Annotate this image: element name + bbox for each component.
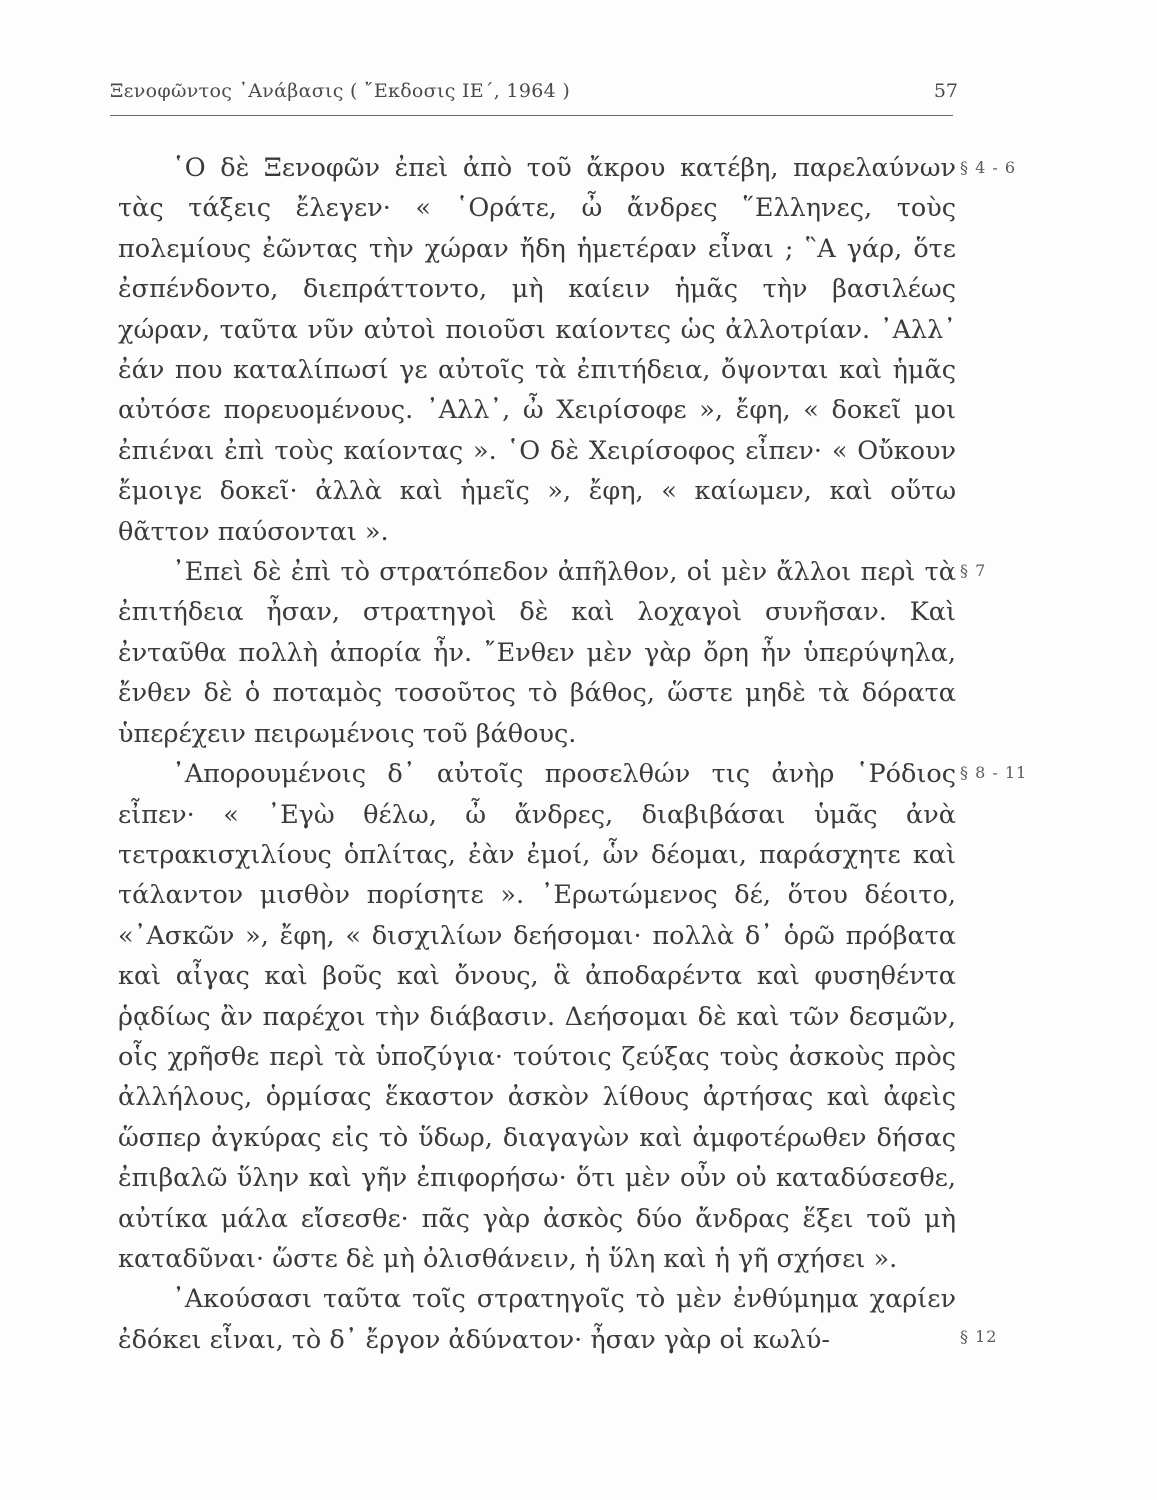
paragraph-4: ᾿Ακούσασι ταῦτα τοῖς στρατηγοῖς τὸ μὲν ἐνθύμημα χαρίεν ἐδόκει εἶναι, τὸ δ᾿ ἔργον ἀδύνατον· ἦσαν γὰρ οἱ κωλύ- xyxy=(118,1284,956,1355)
paragraph-2: ᾿Επεὶ δὲ ἐπὶ τὸ στρατόπεδον ἀπῆλθον, οἱ μὲν ἄλλοι περὶ τὰ ἐπιτήδεια ἦσαν, στρατηγοὶ δὲ καὶ λοχαγοὶ συνῆσαν. Καὶ ἐνταῦθα πολλὴ ἀπορία ἦν. ῎Ενθεν μὲν γὰρ ὄρη ἦν ὑπερύψηλα, ἔνθεν δὲ ὁ ποταμὸς τοσοῦτος τὸ βάθος, ὥστε μηδὲ τὰ δόρατα ὑπερέχειν πειρωμένοις τοῦ βάθους. xyxy=(118,557,956,749)
page-number: 57 xyxy=(933,80,958,102)
margin-note-section-12: § 12 xyxy=(960,1327,998,1346)
margin-note-section-8-11: § 8 - 11 xyxy=(960,763,1028,782)
margin-note-section-4-6: § 4 - 6 xyxy=(960,158,1017,177)
header-rule xyxy=(110,115,953,116)
main-text xyxy=(118,148,956,1360)
running-title: Ξενοφῶντος ᾿Ανάβασις ( ῎Εκδοσις ΙΕ΄, 1964 ) xyxy=(110,80,571,102)
running-header xyxy=(110,80,958,110)
margin-note-section-7: § 7 xyxy=(960,561,987,580)
paragraph-1: ῾Ο δὲ Ξενοφῶν ἐπεὶ ἀπὸ τοῦ ἄκρου κατέβη, παρελαύνων τὰς τάξεις ἔλεγεν· « ῾Οράτε, ὦ ἄνδρες ῞Ελληνες, τοὺς πολεμίους ἐῶντας τὴν χώραν ἤδη ἡμετέραν εἶναι ; ῝Α γάρ, ὅτε ἐσπένδοντο, διεπράττοντο, μὴ καίειν ἡμᾶς τὴν βασιλέως χώραν, ταῦτα νῦν αὐτοὶ ποιοῦσι καίοντες ὡς ἀλλοτρίαν. ᾿Αλλ᾿ ἐάν που καταλίπωσί γε αὐτοῖς τὰ ἐπιτήδεια, ὄψονται καὶ ἡμᾶς αὐτόσε πορευομένους. ᾿Αλλ᾿, ὦ Χειρίσοφε », ἔφη, « δοκεῖ μοι ἐπιέναι ἐπὶ τοὺς καίοντας ». ῾Ο δὲ Χειρίσοφος εἶπεν· « Οὔκουν ἔμοιγε δοκεῖ· ἀλλὰ καὶ ἡμεῖς », ἔφη, « καίωμεν, καὶ οὕτω θᾶττον παύσονται ». xyxy=(118,153,956,547)
paragraph-3: ᾿Απορουμένοις δ᾿ αὐτοῖς προσελθών τις ἀνὴρ ῾Ρόδιος εἶπεν· « ᾿Εγὼ θέλω, ὦ ἄνδρες, διαβιβάσαι ὑμᾶς ἀνὰ τετρακισχιλίους ὁπλίτας, ἐὰν ἐμοί, ὧν δέομαι, παράσχητε καὶ τάλαντον μισθὸν πορίσητε ». ᾿Ερωτώμενος δέ, ὅτου δέοιτο, «᾿Ασκῶν », ἔφη, « δισχιλίων δεήσομαι· πολλὰ δ᾿ ὁρῶ πρόβατα καὶ αἶγας καὶ βοῦς καὶ ὄνους, ἃ ἀποδαρέντα καὶ φυσηθέντα ῥᾳδίως ἂν παρέχοι τὴν διάβασιν. Δεήσομαι δὲ καὶ τῶν δεσμῶν, οἷς χρῆσθε περὶ τὰ ὑποζύγια· τούτοις ζεύξας τοὺς ἀσκοὺς πρὸς ἀλλήλους, ὁρμίσας ἕκαστον ἀσκὸν λίθους ἀρτήσας καὶ ἀφεὶς ὥσπερ ἀγκύρας εἰς τὸ ὕδωρ, διαγαγὼν καὶ ἀμφοτέρωθεν δήσας ἐπιβαλῶ ὕλην καὶ γῆν ἐπιφορήσω· ὅτι μὲν οὖν οὐ καταδύσεσθε, αὐτίκα μάλα εἴσεσθε· πᾶς γὰρ ἀσκὸς δύο ἄνδρας ἕξει τοῦ μὴ καταδῦναι· ὥστε δὲ μὴ ὀλισθάνειν, ἡ ὕλη καὶ ἡ γῆ σχήσει ». xyxy=(118,759,956,1274)
